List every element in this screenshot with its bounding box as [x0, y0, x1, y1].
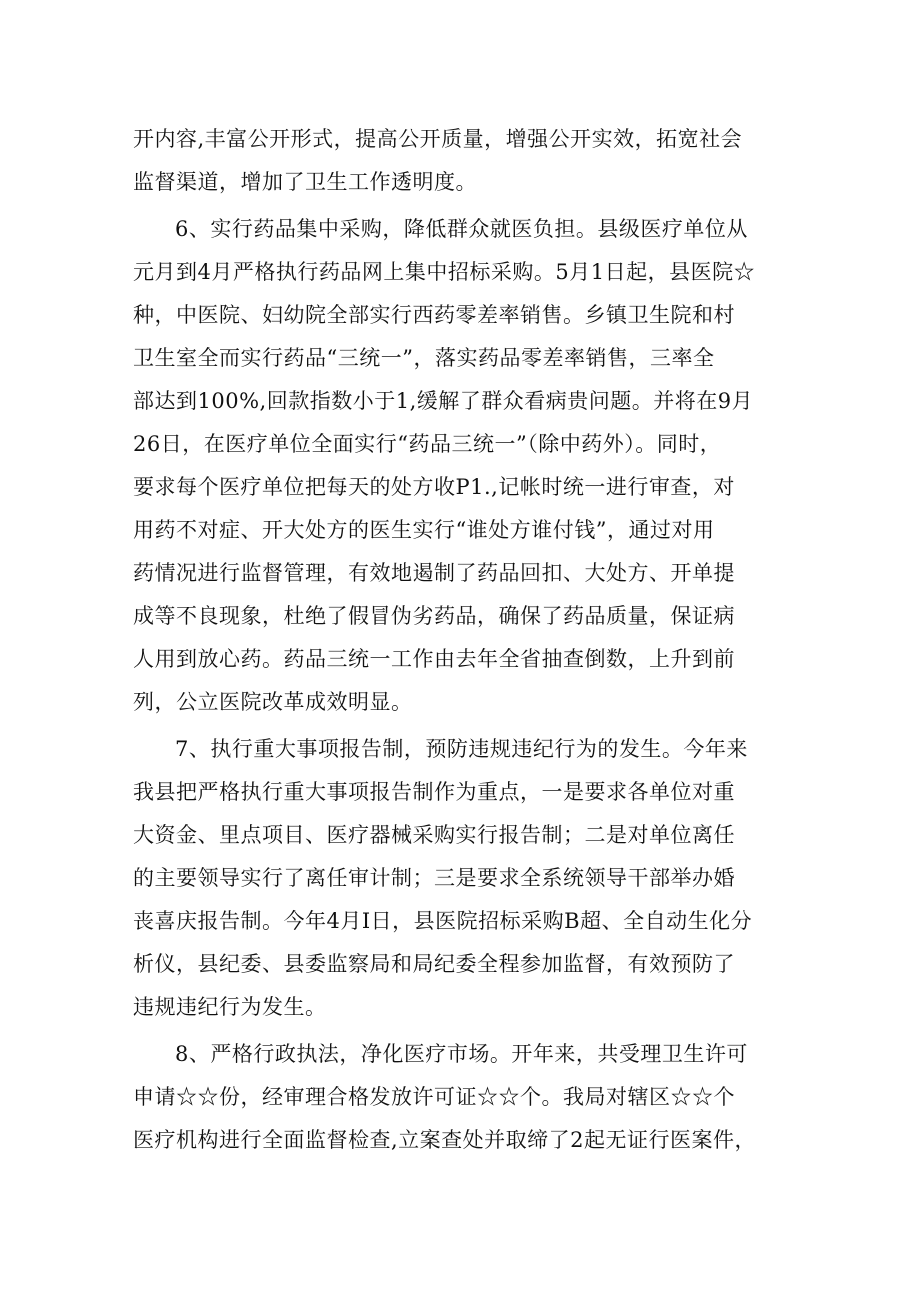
text-line: 7、执行重大事项报告制，预防违规违纪行为的发生。今年来: [175, 737, 748, 761]
text-line: 开内容,丰富公开形式，提高公开质量，增强公开实效，拓宽社会: [133, 127, 743, 151]
text-line: 人用到放心药。药品三统一工作由去年全省抽查倒数，上升到前: [133, 647, 735, 671]
text-line: 违规违纪行为发生。: [133, 995, 327, 1019]
text-line: 卫生室全而实行药品“三统一”，落实药品零差率销售，三率全: [133, 346, 715, 370]
text-line: 析仪，县纪委、县委监察局和局纪委全程参加监督，有效预防了: [133, 952, 735, 976]
text-line: 8、严格行政执法，净化医疗市场。开年来，共受理卫生许可: [175, 1042, 748, 1066]
text-line: 成等不良现象，杜绝了假冒伪劣药品，确保了药品质量，保证病: [133, 604, 735, 628]
text-line: 丧喜庆报告制。今年4月I日，县医院招标采购B超、全自动生化分: [133, 909, 753, 933]
text-line: 种，中医院、妇幼院全部实行西药零差率销售。乡镇卫生院和村: [133, 303, 735, 327]
text-line: 6、实行药品集中采购，降低群众就医负担。县级医疗单位从: [175, 217, 748, 241]
text-line: 列，公立医院改革成效明显。: [133, 690, 413, 714]
document-body: [133, 118, 793, 1162]
text-line: 医疗机构进行全面监督检查,立案查处并取缔了2起无证行医案件，: [133, 1128, 757, 1152]
text-line: 要求每个医疗单位把每天的处方收P1.,记帐时统一进行审查，对: [133, 475, 735, 499]
paragraph-item-7: [133, 728, 793, 1029]
text-line: 用药不对症、开大处方的医生实行“谁处方谁付钱”，通过对用: [133, 518, 715, 542]
text-line: 大资金、里点项目、医疗器械采购实行报告制；二是对单位离任: [133, 823, 735, 847]
text-line: 我县把严格执行重大事项报告制作为重点，一是要求各单位对重: [133, 780, 735, 804]
text-line: 部达到100%,回款指数小于1,缓解了群众看病贵问题。并将在9月: [133, 389, 754, 413]
text-line: 元月到4月严格执行药品网上集中招标采购。5月1日起，县医院☆: [133, 260, 756, 284]
text-line: 申请☆☆份，经审理合格发放许可证☆☆个。我局对辖区☆☆个: [133, 1085, 735, 1109]
text-line: 的主要领导实行了离任审计制；三是要求全系统领导干部举办婚: [133, 866, 735, 890]
paragraph-continuation: [133, 118, 793, 204]
paragraph-item-8: [133, 1033, 793, 1162]
text-line: 26日，在医疗单位全面实行“药品三统一”（除中药外）。同时，: [133, 432, 722, 456]
text-line: 药情况进行监督管理，有效地遏制了药品回扣、大处方、开单提: [133, 561, 735, 585]
paragraph-item-6: [133, 208, 793, 724]
text-line: 监督渠道，增加了卫生工作透明度。: [133, 170, 477, 194]
